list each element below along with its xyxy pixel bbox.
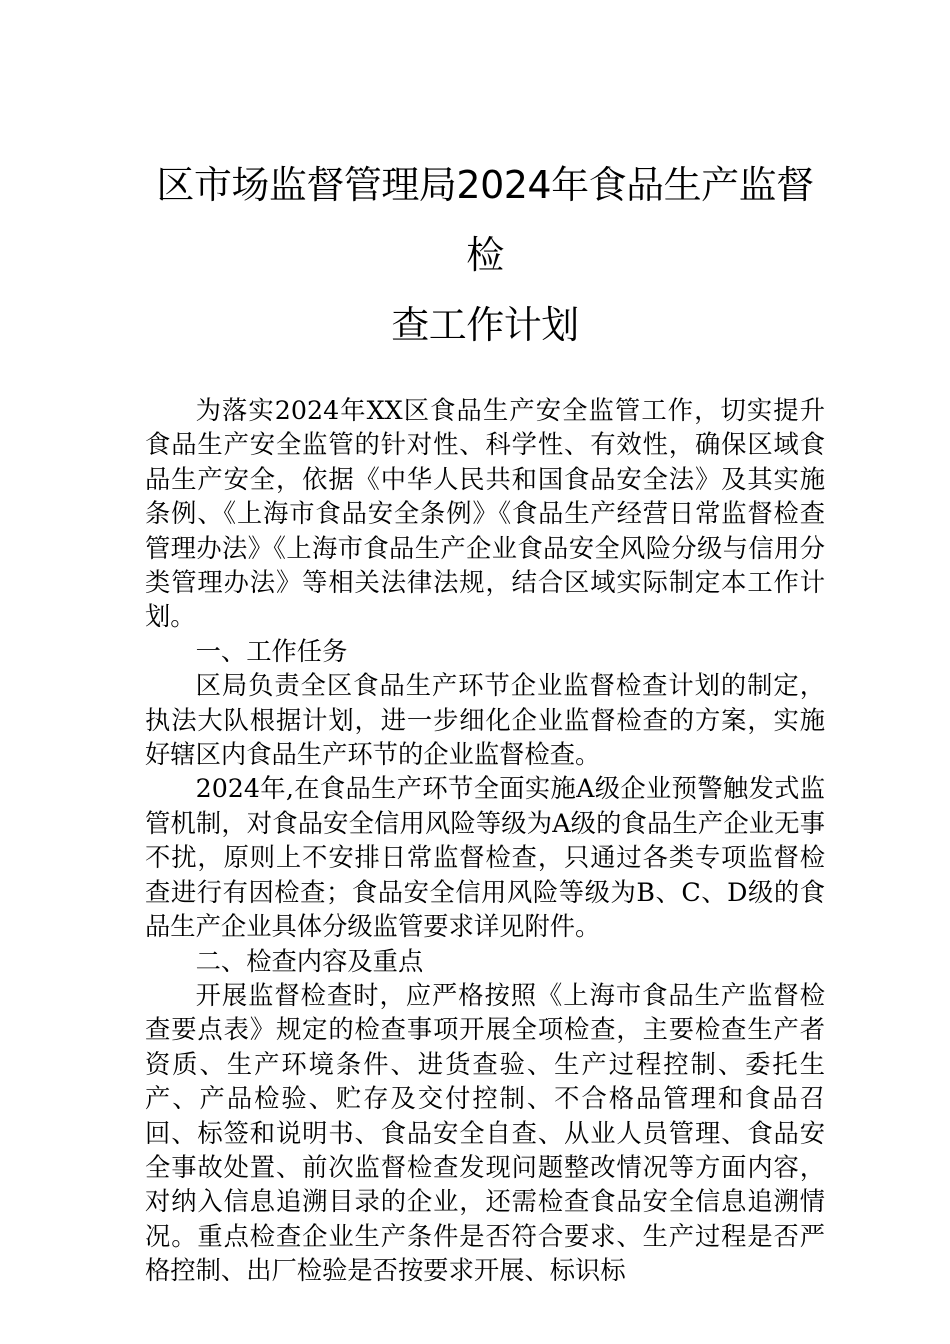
title-line-2: 查工作计划 [391, 303, 579, 347]
document-page [145, 150, 825, 1289]
intro-paragraph: 为落实2024年XX区食品生产安全监管工作，切实提升食品生产安全监管的针对性、科学性、有效性，确保区域食品生产安全，依据《中华人民共和国食品安全法》及其实施条例、《上海市食品安全条例》《食品生产经营日常监督检查管理办法》《上海市食品生产企业食品安全风险分级与信用分类管理办法》等相关法律法规，结合区域实际制定本工作计划。 [145, 396, 825, 632]
tasks-paragraph-2: 2024年,在食品生产环节全面实施A级企业预警触发式监管机制，对食品安全信用风险等级为A级的食品生产企业无事不扰，原则上不安排日常监督检查，只通过各类专项监督检查进行有因检查；食品安全信用风险等级为B、C、D级的食品生产企业具体分级监管要求详见附件。 [145, 774, 825, 942]
inspection-paragraph: 开展监督检查时，应严格按照《上海市食品生产监督检查要点表》规定的检查事项开展全项检查，主要检查生产者资质、生产环境条件、进货查验、生产过程控制、委托生产、产品检验、贮存及交付控制、不合格品管理和食品召回、标签和说明书、食品安全自查、从业人员管理、食品安全事故处置、前次监督检查发现问题整改情况等方面内容，对纳入信息追溯目录的企业，还需检查食品安全信息追溯情况。重点检查企业生产条件是否符合要求、生产过程是否严格控制、出厂检验是否按要求开展、标识标 [145, 980, 825, 1286]
document-body [145, 394, 825, 1289]
document-title [145, 150, 825, 360]
section-heading-tasks: 一、工作任务 [195, 636, 348, 666]
section-heading-inspection: 二、检查内容及重点 [195, 946, 424, 976]
tasks-paragraph-1: 区局负责全区食品生产环节企业监督检查计划的制定，执法大队根据计划，进一步细化企业监督检查的方案，实施好辖区内食品生产环节的企业监督检查。 [145, 671, 825, 770]
title-line-1: 区市场监督管理局2024年食品生产监督检 [156, 163, 814, 277]
